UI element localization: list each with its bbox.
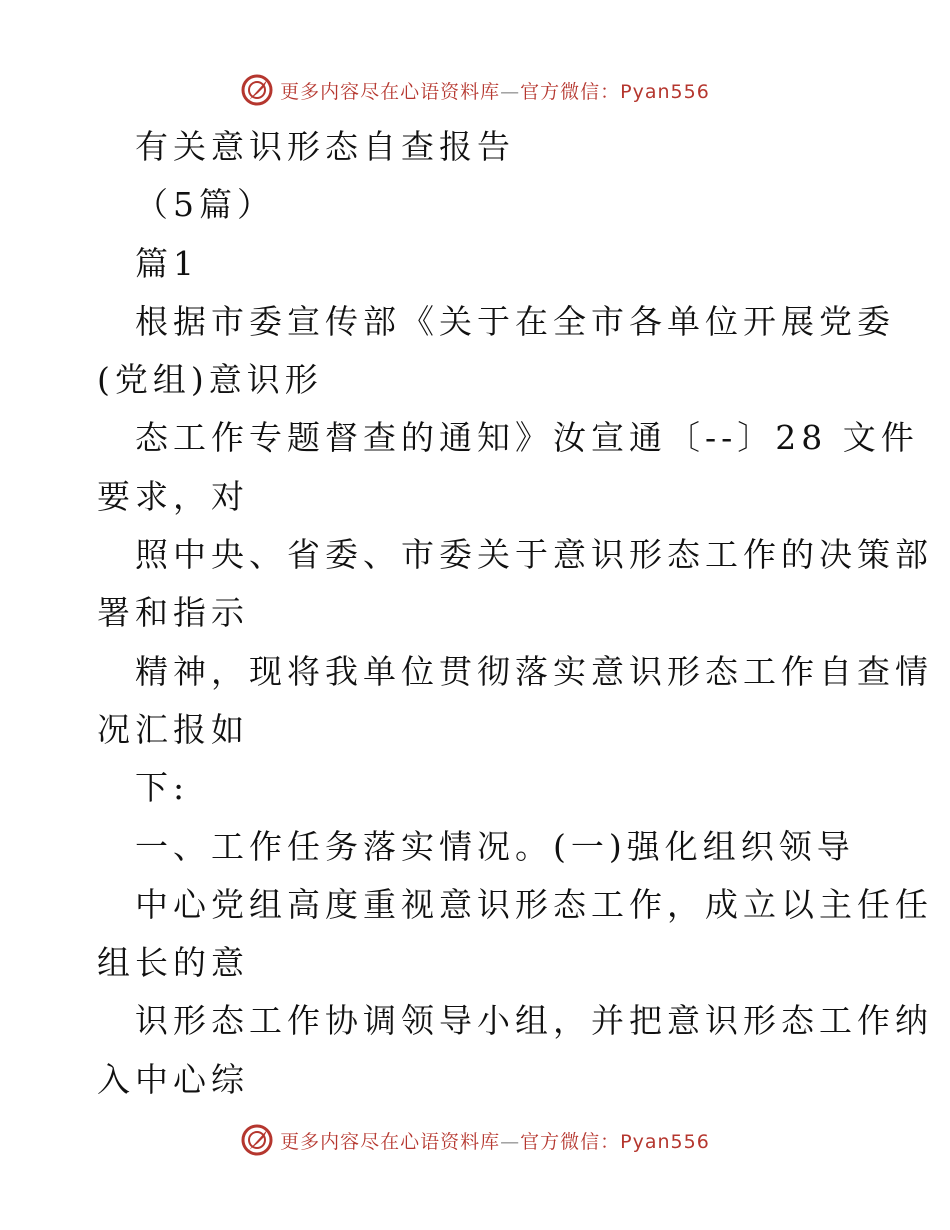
quill-logo-icon [240, 1123, 274, 1157]
text-line: 署和指示 [97, 593, 249, 633]
text-line: 精神，现将我单位贯彻落实意识形态工作自查情 [135, 651, 933, 691]
watermark-wechat-text: 官方微信：Pyan556 [520, 80, 710, 103]
watermark-text [280, 1127, 710, 1154]
watermark-footer [0, 1120, 950, 1160]
text-line: 下: [135, 768, 190, 808]
text-line: 一、工作任务落实情况。(一)强化组织领导 [135, 826, 855, 866]
text-line: 要求，对 [97, 476, 249, 516]
text-line: 组长的意 [97, 943, 249, 983]
document-body [97, 118, 933, 1109]
text-line: 根据市委宣传部《关于在全市各单位开展党委 [135, 301, 895, 341]
watermark-wechat-text: 官方微信：Pyan556 [520, 1130, 710, 1153]
text-line: 照中央、省委、市委关于意识形态工作的决策部 [135, 535, 933, 575]
watermark-text [280, 77, 710, 104]
quill-logo-icon [240, 73, 274, 107]
text-line: 入中心综 [97, 1059, 249, 1099]
text-line: 篇1 [135, 243, 199, 283]
watermark-header [0, 70, 950, 110]
text-line: 况汇报如 [97, 709, 249, 749]
document-title: 有关意识形态自查报告 [135, 127, 515, 166]
text-line: 态工作专题督查的通知》汝宣通〔--〕28 文件 [135, 418, 919, 458]
watermark-separator: — [500, 1130, 521, 1153]
watermark-site-text: 更多内容尽在心语资料库 [280, 1130, 501, 1153]
text-line: 中心党组高度重视意识形态工作，成立以主任任 [135, 884, 933, 924]
text-line: 识形态工作协调领导小组，并把意识形态工作纳 [135, 1001, 933, 1041]
watermark-separator: — [500, 80, 521, 103]
text-line: （5篇） [135, 185, 275, 225]
text-line: (党组)意识形 [97, 360, 323, 400]
watermark-site-text: 更多内容尽在心语资料库 [280, 80, 501, 103]
